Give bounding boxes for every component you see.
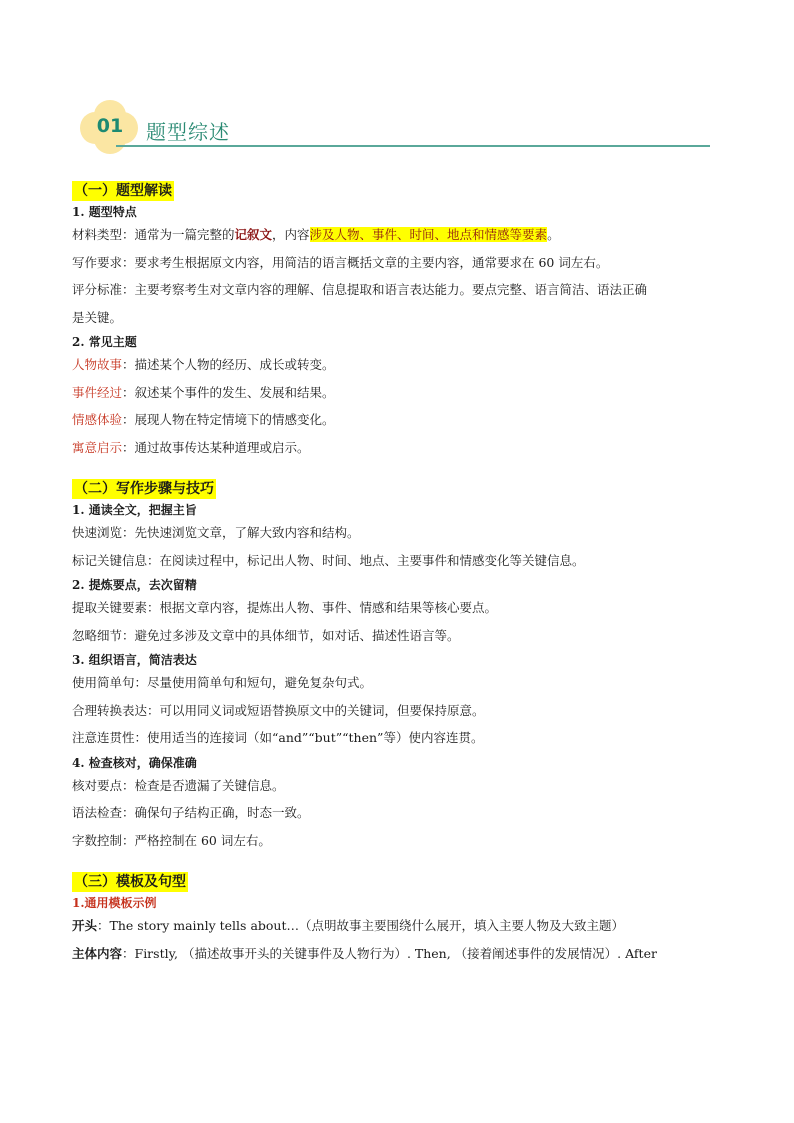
- section-steps: [72, 478, 727, 854]
- subheading: 1.通用模板示例: [72, 896, 157, 910]
- step-line: 忽略细节：避免过多涉及文章中的具体细节，如对话、描述性语言等。: [72, 627, 460, 643]
- section-title: （二）写作步骤与技巧: [74, 481, 214, 497]
- highlight-elements: 涉及人物、事件、时间、地点和情感等要素: [309, 227, 548, 242]
- step-line: 注意连贯性：使用适当的连接词（如“and”“but”“then”等）使内容连贯。: [72, 730, 484, 745]
- header-divider: [116, 145, 710, 147]
- section-title: （三）模板及句型: [74, 874, 186, 890]
- section-templates: [72, 871, 727, 967]
- flower-badge-icon: [80, 100, 140, 156]
- step-line: 合理转换表达：可以用同义词或短语替换原文中的关键词，但要保持原意。: [72, 702, 485, 718]
- step-line: 使用简单句：尽量使用简单句和短句，避免复杂句式。: [72, 675, 373, 690]
- step-heading: 1. 通读全文，把握主旨: [72, 503, 197, 517]
- theme-item: 事件经过：叙述某个事件的发生、发展和结果。: [72, 384, 335, 400]
- main-content: [72, 180, 727, 967]
- step-line: 快速浏览：先快速浏览文章，了解大致内容和结构。: [72, 525, 360, 540]
- template-opening: 开头：The story mainly tells about…（点明故事主要围绕什么展开，填入主要人物及大致主题）: [72, 918, 624, 933]
- section-header-title: 题型综述: [146, 120, 230, 144]
- step-heading: 4. 检查核对，确保准确: [72, 755, 197, 770]
- section-title: （一）题型解读: [74, 183, 172, 199]
- theme-item: 人物故事：描述某个人物的经历、成长或转变。: [72, 357, 335, 372]
- subheading: 2. 常见主题: [72, 335, 137, 349]
- section-number: 01: [96, 115, 124, 137]
- theme-item: 寓意启示：通过故事传达某种道理或启示。: [72, 439, 310, 455]
- step-line: 核对要点：检查是否遗漏了关键信息。: [72, 777, 285, 793]
- paragraph-material-type: 材料类型：通常为一篇完整的记叙文，内容涉及人物、事件、时间、地点和情感等要素。: [72, 227, 560, 242]
- paragraph-writing-requirement: 写作要求：要求考生根据原文内容，用简洁的语言概括文章的主要内容，通常要求在 60 词左右。: [72, 254, 609, 270]
- step-line: 字数控制：严格控制在 60 词左右。: [72, 832, 271, 848]
- theme-item: 情感体验：展现人物在特定情境下的情感变化。: [72, 412, 335, 427]
- step-line: 标记关键信息：在阅读过程中，标记出人物、时间、地点、主要事件和情感变化等关键信息。: [72, 552, 585, 568]
- template-body: 主体内容：Firstly, （描述故事开头的关键事件及人物行为）. Then, （接着阐述事件的发展情况）. After: [72, 945, 657, 961]
- step-line: 提取关键要素：根据文章内容，提炼出人物、事件、情感和结果等核心要点。: [72, 600, 498, 615]
- step-heading: 3. 组织语言，简洁表达: [72, 653, 197, 667]
- section-interpretation: [72, 180, 727, 461]
- paragraph-scoring-standard: 评分标准：主要考察考生对文章内容的理解、信息提取和语言表达能力。要点完整、语言简洁、语法正确 是关键。: [72, 282, 648, 325]
- keyword-narrative: 记叙文: [234, 227, 273, 242]
- subheading: 1. 题型特点: [72, 205, 137, 219]
- step-heading: 2. 提炼要点，去次留精: [72, 578, 197, 592]
- step-line: 语法检查：确保句子结构正确，时态一致。: [72, 805, 310, 820]
- section-header: [80, 100, 720, 160]
